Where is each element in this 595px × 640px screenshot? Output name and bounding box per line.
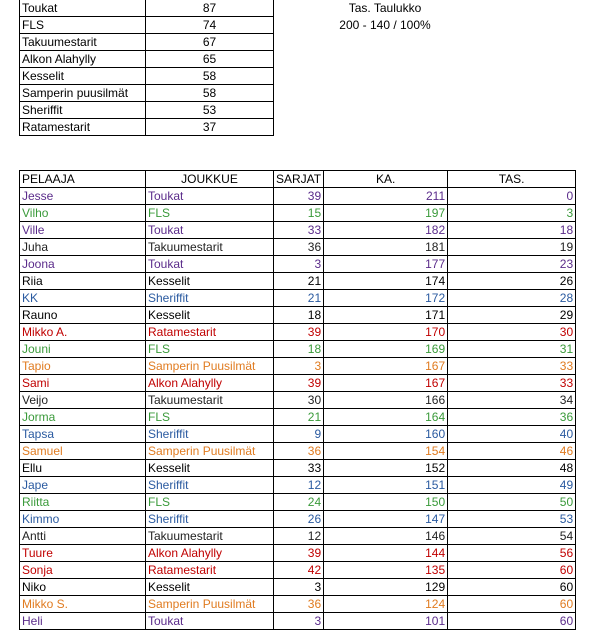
player-average: 124 <box>324 596 448 613</box>
player-team: Takuumestarit <box>146 239 274 256</box>
player-team: Kesselit <box>146 307 274 324</box>
player-name: Jape <box>20 477 146 494</box>
player-handicap: 46 <box>448 443 576 460</box>
team-name: Alkon Alahylly <box>20 51 146 68</box>
player-series: 3 <box>274 256 324 273</box>
team-name: Toukat <box>20 0 146 17</box>
player-name: Joona <box>20 256 146 273</box>
player-name: Antti <box>20 528 146 545</box>
team-points: 74 <box>146 17 274 34</box>
player-average: 101 <box>324 613 448 630</box>
player-average: 182 <box>324 222 448 239</box>
player-team: Kesselit <box>146 460 274 477</box>
player-series: 3 <box>274 579 324 596</box>
player-name: Kimmo <box>20 511 146 528</box>
table-row <box>20 579 576 596</box>
team-name: Kesselit <box>20 68 146 85</box>
player-average: 160 <box>324 426 448 443</box>
player-handicap: 36 <box>448 409 576 426</box>
table-row <box>20 528 576 545</box>
table-row <box>20 443 576 460</box>
player-handicap: 48 <box>448 460 576 477</box>
player-handicap: 28 <box>448 290 576 307</box>
table-row <box>20 341 576 358</box>
player-name: Samuel <box>20 443 146 460</box>
player-average: 144 <box>324 545 448 562</box>
player-handicap: 56 <box>448 545 576 562</box>
team-row <box>20 102 274 119</box>
player-team: Ratamestarit <box>146 562 274 579</box>
table-row <box>20 409 576 426</box>
player-handicap-table <box>19 170 576 630</box>
team-row <box>20 119 274 136</box>
player-handicap: 60 <box>448 596 576 613</box>
player-team: Sheriffit <box>146 511 274 528</box>
table-row <box>20 307 576 324</box>
header-series: SARJAT <box>274 171 324 188</box>
player-handicap: 60 <box>448 562 576 579</box>
player-team: Toukat <box>146 188 274 205</box>
team-name: Samperin puusilmät <box>20 85 146 102</box>
player-handicap: 19 <box>448 239 576 256</box>
player-series: 21 <box>274 273 324 290</box>
team-name: Sheriffit <box>20 102 146 119</box>
header-average: KA. <box>324 171 448 188</box>
player-series: 39 <box>274 188 324 205</box>
player-name: KK <box>20 290 146 307</box>
player-series: 24 <box>274 494 324 511</box>
player-average: 169 <box>324 341 448 358</box>
team-row <box>20 68 274 85</box>
player-series: 12 <box>274 528 324 545</box>
player-team: Toukat <box>146 613 274 630</box>
table-row <box>20 239 576 256</box>
player-name: Heli <box>20 613 146 630</box>
player-name: Tuure <box>20 545 146 562</box>
player-average: 167 <box>324 375 448 392</box>
player-name: Mikko S. <box>20 596 146 613</box>
player-series: 18 <box>274 341 324 358</box>
player-handicap: 50 <box>448 494 576 511</box>
player-average: 174 <box>324 273 448 290</box>
team-points: 65 <box>146 51 274 68</box>
player-name: Tapio <box>20 358 146 375</box>
player-team: Samperin Puusilmät <box>146 596 274 613</box>
player-series: 30 <box>274 392 324 409</box>
player-name: Veijo <box>20 392 146 409</box>
player-series: 39 <box>274 324 324 341</box>
player-team: Kesselit <box>146 579 274 596</box>
team-name: FLS <box>20 17 146 34</box>
player-name: Niko <box>20 579 146 596</box>
player-name: Sami <box>20 375 146 392</box>
player-average: 171 <box>324 307 448 324</box>
table-row <box>20 290 576 307</box>
player-series: 42 <box>274 562 324 579</box>
player-name: Jorma <box>20 409 146 426</box>
table-row <box>20 392 576 409</box>
player-average: 154 <box>324 443 448 460</box>
player-name: Jouni <box>20 341 146 358</box>
player-team: Alkon Alahylly <box>146 545 274 562</box>
player-handicap: 30 <box>448 324 576 341</box>
header-player: PELAAJA <box>20 171 146 188</box>
table-row <box>20 375 576 392</box>
player-team: FLS <box>146 494 274 511</box>
table-row <box>20 188 576 205</box>
player-average: 167 <box>324 358 448 375</box>
table-row <box>20 596 576 613</box>
player-name: Riia <box>20 273 146 290</box>
player-team: Sheriffit <box>146 290 274 307</box>
player-rows <box>20 188 576 630</box>
team-points: 58 <box>146 85 274 102</box>
header-handicap: TAS. <box>448 171 576 188</box>
team-name: Takuumestarit <box>20 34 146 51</box>
player-team: FLS <box>146 205 274 222</box>
team-points: 37 <box>146 119 274 136</box>
player-average: 150 <box>324 494 448 511</box>
player-handicap: 60 <box>448 613 576 630</box>
player-team: Toukat <box>146 256 274 273</box>
team-standings-body <box>20 0 274 136</box>
player-team: Takuumestarit <box>146 392 274 409</box>
player-average: 177 <box>324 256 448 273</box>
player-series: 21 <box>274 409 324 426</box>
player-team: Samperin Puusilmät <box>146 358 274 375</box>
player-name: Juha <box>20 239 146 256</box>
player-team: FLS <box>146 341 274 358</box>
player-series: 33 <box>274 460 324 477</box>
team-row <box>20 0 274 17</box>
player-handicap: 40 <box>448 426 576 443</box>
player-team: Samperin Puusilmät <box>146 443 274 460</box>
table-row <box>20 545 576 562</box>
player-name: Ville <box>20 222 146 239</box>
header-team: JOUKKUE <box>146 171 274 188</box>
player-handicap: 18 <box>448 222 576 239</box>
table-row <box>20 511 576 528</box>
player-series: 36 <box>274 239 324 256</box>
player-series: 36 <box>274 443 324 460</box>
player-average: 170 <box>324 324 448 341</box>
player-handicap: 53 <box>448 511 576 528</box>
player-name: Tapsa <box>20 426 146 443</box>
player-name: Mikko A. <box>20 324 146 341</box>
team-row <box>20 51 274 68</box>
table-row <box>20 562 576 579</box>
player-series: 21 <box>274 290 324 307</box>
table-row <box>20 273 576 290</box>
team-points: 53 <box>146 102 274 119</box>
team-row <box>20 17 274 34</box>
player-team: Sheriffit <box>146 477 274 494</box>
handicap-note-formula: 200 - 140 / 100% <box>339 18 431 32</box>
player-series: 18 <box>274 307 324 324</box>
table-row <box>20 324 576 341</box>
player-average: 172 <box>324 290 448 307</box>
team-row <box>20 85 274 102</box>
player-series: 33 <box>274 222 324 239</box>
player-average: 164 <box>324 409 448 426</box>
team-row <box>20 34 274 51</box>
player-series: 36 <box>274 596 324 613</box>
player-average: 135 <box>324 562 448 579</box>
header-row <box>20 171 576 188</box>
team-name: Ratamestarit <box>20 119 146 136</box>
player-series: 3 <box>274 613 324 630</box>
player-handicap: 26 <box>448 273 576 290</box>
player-team: Toukat <box>146 222 274 239</box>
handicap-note-title: Tas. Taulukko <box>348 1 422 15</box>
player-average: 129 <box>324 579 448 596</box>
table-row <box>20 222 576 239</box>
player-handicap: 3 <box>448 205 576 222</box>
player-series: 3 <box>274 358 324 375</box>
player-name: Ellu <box>20 460 146 477</box>
player-average: 146 <box>324 528 448 545</box>
player-handicap: 33 <box>448 358 576 375</box>
player-team: Kesselit <box>146 273 274 290</box>
player-handicap: 34 <box>448 392 576 409</box>
player-name: Riitta <box>20 494 146 511</box>
table-row <box>20 256 576 273</box>
team-points: 67 <box>146 34 274 51</box>
player-series: 9 <box>274 426 324 443</box>
player-handicap: 60 <box>448 579 576 596</box>
player-team: Takuumestarit <box>146 528 274 545</box>
table-row <box>20 205 576 222</box>
player-series: 15 <box>274 205 324 222</box>
player-average: 166 <box>324 392 448 409</box>
table-row <box>20 358 576 375</box>
player-handicap: 23 <box>448 256 576 273</box>
player-name: Jesse <box>20 188 146 205</box>
player-name: Sonja <box>20 562 146 579</box>
team-standings-table <box>19 0 274 136</box>
player-series: 12 <box>274 477 324 494</box>
player-team: Sheriffit <box>146 426 274 443</box>
player-handicap: 0 <box>448 188 576 205</box>
player-average: 151 <box>324 477 448 494</box>
player-series: 39 <box>274 375 324 392</box>
player-average: 152 <box>324 460 448 477</box>
player-series: 39 <box>274 545 324 562</box>
player-team: FLS <box>146 409 274 426</box>
table-row <box>20 494 576 511</box>
player-name: Vilho <box>20 205 146 222</box>
player-handicap: 49 <box>448 477 576 494</box>
player-series: 26 <box>274 511 324 528</box>
table-row <box>20 613 576 630</box>
player-average: 147 <box>324 511 448 528</box>
player-name: Rauno <box>20 307 146 324</box>
player-team: Ratamestarit <box>146 324 274 341</box>
player-handicap: 29 <box>448 307 576 324</box>
table-row <box>20 477 576 494</box>
player-handicap: 54 <box>448 528 576 545</box>
table-row <box>20 426 576 443</box>
player-average: 211 <box>324 188 448 205</box>
player-average: 181 <box>324 239 448 256</box>
table-row <box>20 460 576 477</box>
player-handicap: 33 <box>448 375 576 392</box>
team-points: 87 <box>146 0 274 17</box>
player-team: Alkon Alahylly <box>146 375 274 392</box>
player-handicap: 31 <box>448 341 576 358</box>
team-points: 58 <box>146 68 274 85</box>
player-average: 197 <box>324 205 448 222</box>
